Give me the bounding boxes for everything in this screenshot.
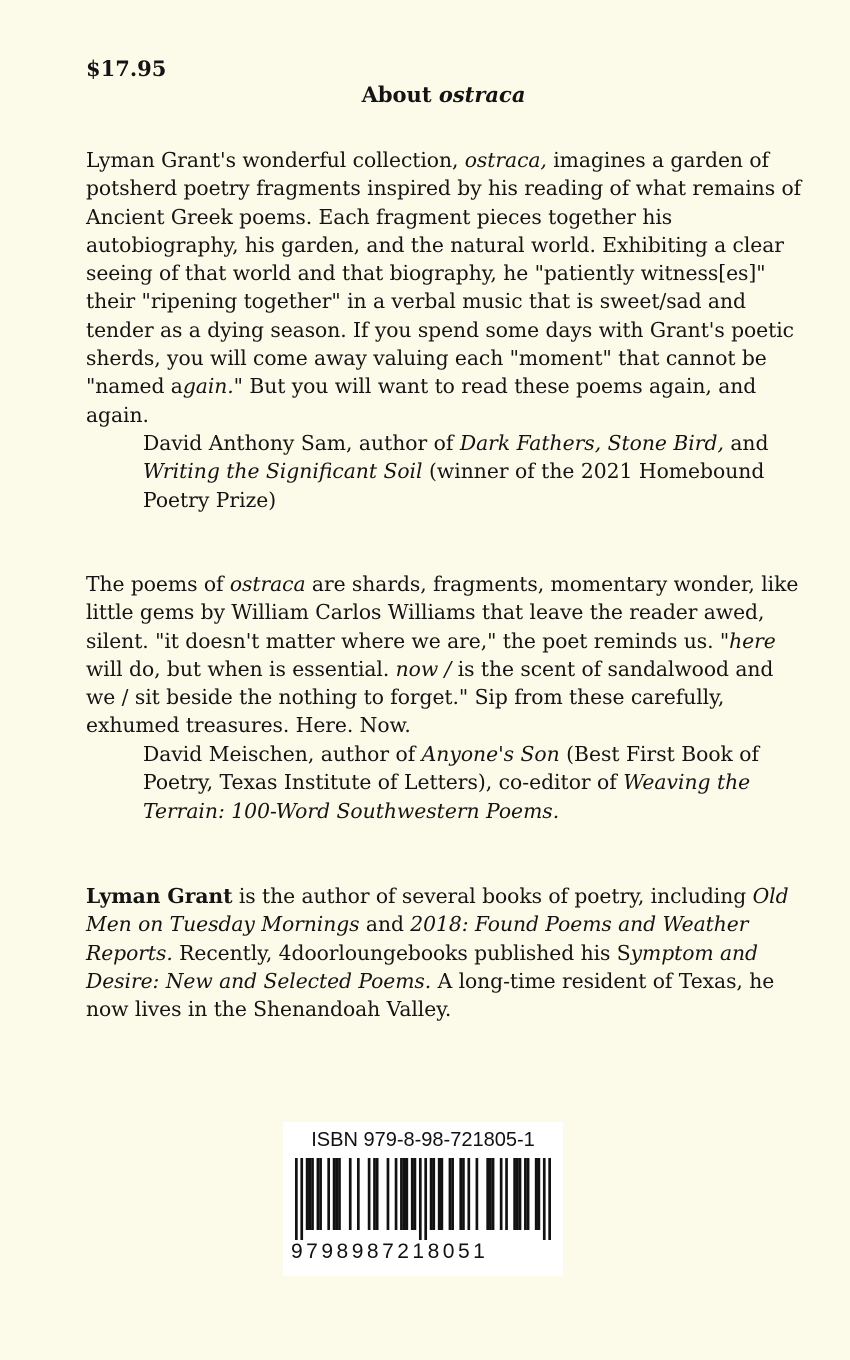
barcode-bar xyxy=(449,1158,452,1230)
barcode-bar xyxy=(459,1158,462,1230)
barcode-bar xyxy=(376,1158,379,1230)
barcode-bar xyxy=(505,1158,508,1230)
barcode-bar xyxy=(492,1158,495,1230)
attribution-1-part: David Anthony Sam, author of xyxy=(143,431,460,455)
blurb-2-text xyxy=(86,570,806,740)
bio-part: Old Men on Tuesday Mornings xyxy=(86,884,789,937)
barcode-bar xyxy=(438,1158,441,1230)
attribution-2-part: (Best First Book of Poetry, Texas Institute of Letters), co-editor of xyxy=(143,742,760,795)
barcode-bar xyxy=(430,1158,433,1230)
attribution-2-part: David Meischen, author of xyxy=(143,742,422,766)
barcode-bar xyxy=(405,1158,408,1230)
blurb-2-part: here xyxy=(729,628,776,653)
barcode-bar xyxy=(338,1158,341,1230)
barcode-bar xyxy=(411,1158,414,1230)
barcode-bar xyxy=(538,1158,541,1230)
page-title xyxy=(0,82,850,107)
blurb-2-part: are shards, fragments, momentary wonder, like little gems by William Carlos Williams that leave the reader awed, silent. "it doesn't matter where we are," the poet reminds us. " xyxy=(86,572,799,653)
barcode-bar xyxy=(486,1158,489,1230)
barcode-bar xyxy=(373,1158,376,1230)
bio-part: A long-time resident of Texas, he now lives in the Shenandoah Valley. xyxy=(86,968,775,1022)
barcode-bar xyxy=(467,1158,470,1230)
blurb-2-part: The poems of xyxy=(86,572,230,596)
barcode-bar xyxy=(543,1158,546,1240)
blurb-1-part: gain." xyxy=(182,374,243,399)
blurb-1-attribution xyxy=(143,429,823,514)
blurb-2-part: will do, but when is essential. xyxy=(86,656,396,681)
barcode-bar xyxy=(432,1158,435,1230)
barcode-bar xyxy=(295,1158,298,1240)
barcode-bar xyxy=(414,1158,417,1230)
blurb-1-part: Lyman Grant's wonderful collection, xyxy=(86,148,465,172)
attribution-1-part: Writing the Significant Soil xyxy=(143,459,423,484)
barcode-bar xyxy=(548,1158,551,1240)
title-prefix: About xyxy=(361,82,439,107)
attribution-2-part: Anyone's Son xyxy=(421,742,560,766)
blurb-1-text xyxy=(86,146,806,429)
blurb-2-part: now / xyxy=(395,656,452,681)
barcode-bar xyxy=(424,1158,427,1240)
barcode-bar xyxy=(500,1158,503,1230)
barcode-bar xyxy=(535,1158,538,1230)
barcode-digits: 9798987218051 xyxy=(291,1240,489,1263)
barcode-bar xyxy=(462,1158,465,1230)
barcode-bar xyxy=(319,1158,322,1230)
barcode-bar xyxy=(317,1158,320,1230)
barcode-bar xyxy=(308,1158,311,1230)
blurb-2-part: is the scent of sandalwood and we / sit beside the nothing to forget." Sip from these carefully, exhumed treasures. Here. Now. xyxy=(86,656,774,738)
barcode-bar xyxy=(489,1158,492,1230)
barcode-bar xyxy=(476,1158,479,1230)
barcode-bar xyxy=(335,1158,338,1230)
barcode-bar xyxy=(327,1158,330,1230)
bio-part: is the author of several books of poetry, including xyxy=(232,884,753,908)
bio-part: and xyxy=(359,912,411,937)
barcode-bar xyxy=(400,1158,403,1230)
barcode-bar xyxy=(519,1158,522,1230)
barcode-bar xyxy=(419,1158,422,1240)
bio-part: 2018: Found Poems and Weather Reports. xyxy=(86,912,749,965)
blurb-1-part: imagines a garden of potsherd poetry fragments inspired by his reading of what remains of Ancient Greek poems. Each fragment pieces together his autobiography, his garden, and the natural world. Exhibiting a clear seeing of that world and that biography, he "patiently witness[es]" their "ripening together" in a verbal music that is sweet/sad and tender as a dying season. If you spend some days with Grant's poetic sherds, you will come away valuing each "moment" that cannot be "named a xyxy=(86,148,802,399)
barcode-bar xyxy=(306,1158,309,1230)
attribution-1-part: Dark Fathers, Stone Bird, xyxy=(459,431,724,455)
attribution-1-part: (winner of the 2021 Homebound Poetry Prize) xyxy=(143,459,765,512)
barcode-bar xyxy=(524,1158,527,1230)
barcode-bar xyxy=(333,1158,336,1230)
isbn-barcode xyxy=(283,1122,563,1276)
blurb-1-part: But you will want to read these poems again, and again. xyxy=(86,374,757,427)
barcode-bars xyxy=(295,1158,551,1240)
barcode-bar xyxy=(387,1158,390,1230)
blurb-1-part: ostraca, xyxy=(464,148,547,172)
blurb-2-part: ostraca xyxy=(229,572,306,596)
barcode-bar xyxy=(441,1158,444,1230)
attribution-1-part: and xyxy=(723,431,769,455)
author-name: Lyman Grant xyxy=(86,884,233,908)
barcode-bar xyxy=(368,1158,371,1230)
barcode-bar xyxy=(300,1158,303,1240)
barcode-bar xyxy=(513,1158,516,1230)
bio-part: ymptom and Desire: New and Selected Poems. xyxy=(86,940,758,993)
barcode-bar xyxy=(395,1158,398,1230)
isbn-label: ISBN 979-8-98-721805-1 xyxy=(311,1129,535,1151)
price: $17.95 xyxy=(86,56,167,81)
barcode-bar xyxy=(403,1158,406,1230)
title-italic: ostraca xyxy=(438,82,526,107)
barcode-bar xyxy=(349,1158,352,1230)
barcode-bar xyxy=(451,1158,454,1230)
barcode-bar xyxy=(357,1158,360,1230)
attribution-2-part: Weaving the Terrain: 100-Word Southwestern Poems. xyxy=(143,770,751,823)
barcode-bar xyxy=(311,1158,314,1230)
barcode-bar xyxy=(516,1158,519,1230)
barcode-bar xyxy=(527,1158,530,1230)
blurb-2-attribution xyxy=(143,740,823,825)
bio-part: Recently, 4doorloungebooks published his S xyxy=(172,940,631,965)
author-bio xyxy=(86,882,806,1023)
